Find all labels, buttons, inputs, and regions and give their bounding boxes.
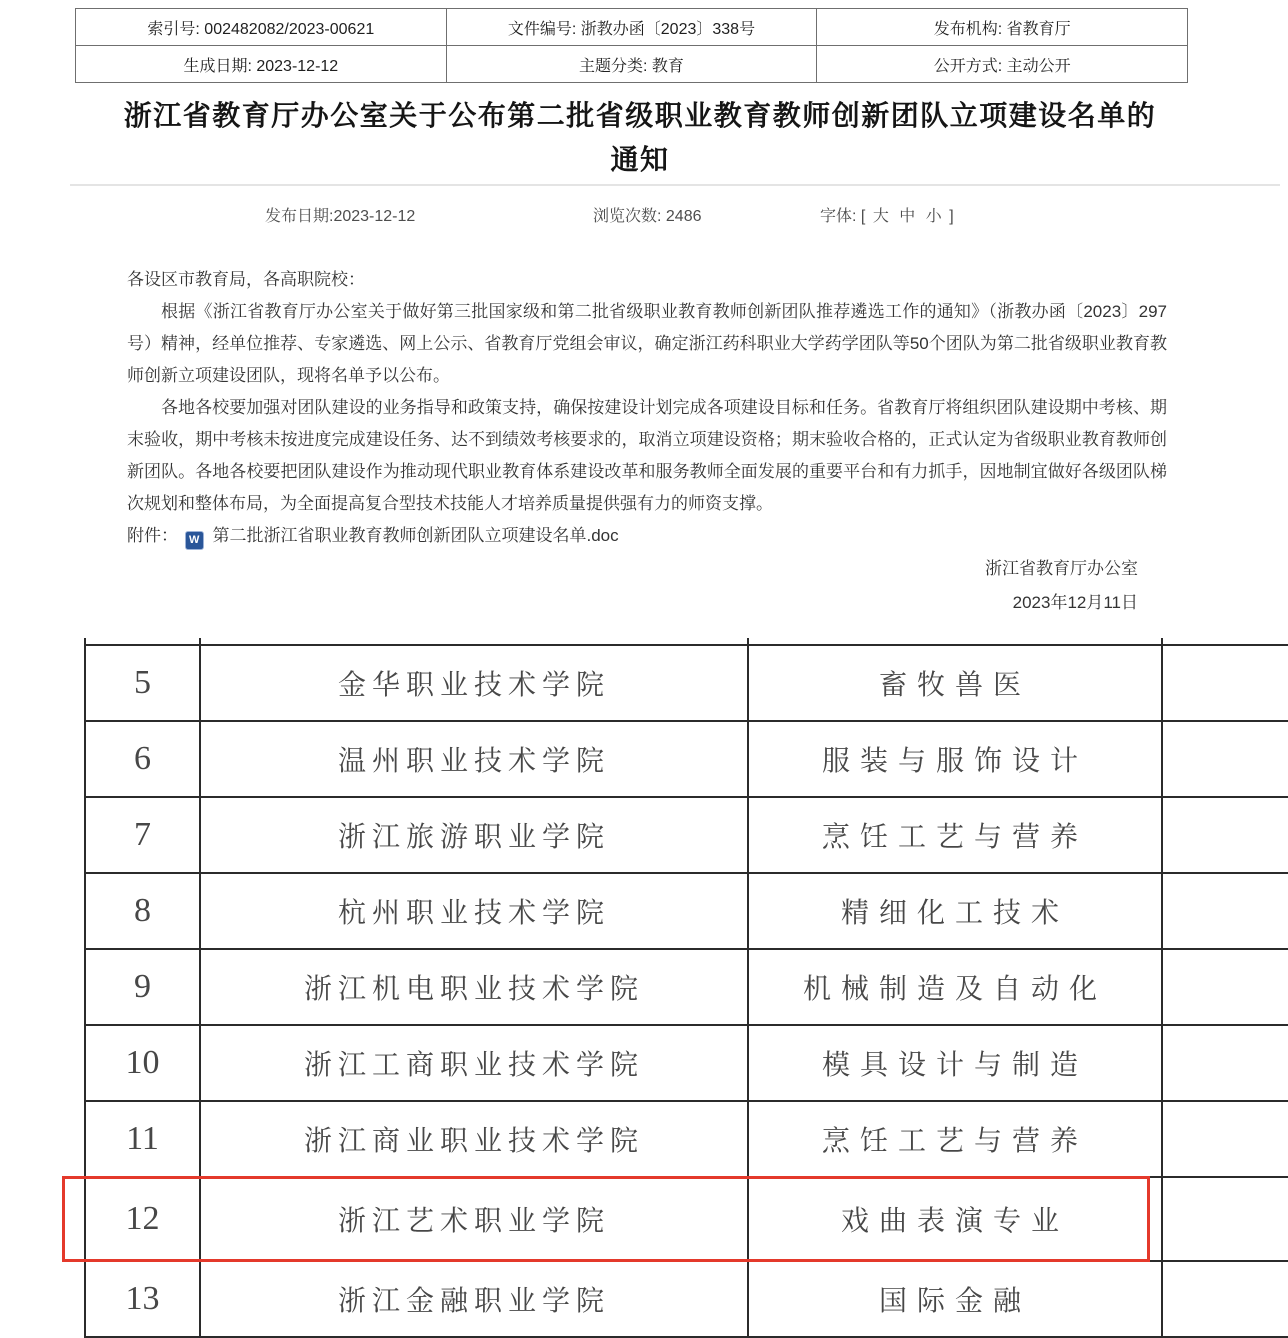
bracket-close: ] [949, 208, 954, 225]
meta-doc-number: 文件编号: 浙教办函〔2023〕338号 [446, 9, 817, 46]
empty-cell [1162, 645, 1288, 721]
empty-cell [1162, 1177, 1288, 1261]
salutation: 各设区市教育局，各高职院校： [127, 270, 365, 289]
school-name: 浙江工商职业技术学院 [200, 1025, 748, 1101]
attachment-line [127, 520, 1167, 552]
school-name: 浙江艺术职业学院 [200, 1177, 748, 1261]
row-number: 6 [85, 721, 200, 797]
word-doc-icon[interactable]: W [185, 531, 204, 550]
empty-cell [1162, 1101, 1288, 1177]
attachment-label: 附件： [127, 526, 178, 545]
font-size-control [820, 203, 954, 226]
paragraph: 根据《浙江省教育厅办公室关于做好第三批国家级和第二批省级职业教育教师创新团队推荐遴选工作的通知》（浙教办函〔2023〕297号）精神，经单位推荐、专家遴选、网上公示、省教育厅党组会审议，确定浙江药科职业大学药学团队等50个团队为第二批省级职业教育教师创新立项建设团队，现将名单予以公布。 [127, 302, 1167, 385]
meta-topic-category: 主题分类: 教育 [446, 46, 817, 83]
school-name: 浙江商业职业技术学院 [200, 1101, 748, 1177]
page-title: 浙江省教育厅办公室关于公布第二批省级职业教育教师创新团队立项建设名单的通知 [123, 100, 1157, 175]
table-row [85, 797, 1288, 873]
table-row [85, 873, 1288, 949]
meta-publicity-mode: 公开方式: 主动公开 [817, 46, 1188, 83]
paragraph: 各地各校要加强对团队建设的业务指导和政策支持，确保按建设计划完成各项建设目标和任务。省教育厅将组织团队建设期中考核、期末验收，期中考核未按进度完成建设任务、达不到绩效考核要求的，取消立项建设资格；期末验收合格的，正式认定为省级职业教育教师创新团队。各地各校要把团队建设作为推动现代职业教育体系建设改革和服务教师全面发展的重要平台和有力抓手，因地制宜做好各级团队梯次规划和整体布局，为全面提高复合型技术技能人才培养质量提供强有力的师资支撑。 [127, 398, 1167, 513]
major-name: 精细化工技术 [748, 873, 1162, 949]
divider [70, 184, 1280, 186]
publish-date: 发布日期:2023-12-12 [265, 208, 416, 225]
empty-cell [1162, 797, 1288, 873]
table-row [85, 1101, 1288, 1177]
meta-row [76, 9, 1188, 46]
empty-cell [1162, 1025, 1288, 1101]
major-name: 烹饪工艺与营养 [748, 797, 1162, 873]
empty-cell [85, 638, 200, 645]
document-body [127, 264, 1167, 552]
major-name: 烹饪工艺与营养 [748, 1101, 1162, 1177]
signature-date: 2023年12月11日 [1012, 593, 1138, 612]
school-name: 温州职业技术学院 [200, 721, 748, 797]
school-name: 浙江金融职业学院 [200, 1261, 748, 1337]
empty-cell [1162, 873, 1288, 949]
empty-cell [1162, 949, 1288, 1025]
row-number: 9 [85, 949, 200, 1025]
table-row-highlighted [85, 1177, 1288, 1261]
major-name: 戏曲表演专业 [748, 1177, 1162, 1261]
table-row [85, 1025, 1288, 1101]
font-size-large-button[interactable]: 大 [872, 208, 889, 225]
major-name: 国际金融 [748, 1261, 1162, 1337]
meta-table [75, 8, 1188, 83]
signature-org: 浙江省教育厅办公室 [985, 559, 1138, 578]
school-name: 杭州职业技术学院 [200, 873, 748, 949]
clipped-row-top [85, 638, 1288, 645]
info-bar [0, 203, 1280, 227]
school-name: 浙江旅游职业学院 [200, 797, 748, 873]
signature-block [985, 552, 1138, 620]
major-name: 模具设计与制造 [748, 1025, 1162, 1101]
font-label: 字体: [820, 208, 857, 225]
major-name: 机械制造及自动化 [748, 949, 1162, 1025]
empty-cell [200, 638, 748, 645]
font-size-medium-button[interactable]: 中 [899, 208, 916, 225]
empty-cell [1162, 721, 1288, 797]
view-count: 浏览次数: 2486 [593, 208, 702, 225]
meta-row [76, 46, 1188, 83]
school-name: 金华职业技术学院 [200, 645, 748, 721]
empty-cell [1162, 1261, 1288, 1337]
scanned-list-table [84, 638, 1220, 1317]
row-number: 11 [85, 1101, 200, 1177]
team-list-table [84, 638, 1288, 1338]
table-row [85, 645, 1288, 721]
font-size-small-button[interactable]: 小 [925, 208, 942, 225]
major-name: 服装与服饰设计 [748, 721, 1162, 797]
meta-index-number: 索引号: 002482082/2023-00621 [76, 9, 447, 46]
bracket-open: [ [860, 208, 866, 225]
attachment-link[interactable]: 第二批浙江省职业教育教师创新团队立项建设名单.doc [212, 526, 619, 545]
major-name: 畜牧兽医 [748, 645, 1162, 721]
table-row [85, 949, 1288, 1025]
row-number: 8 [85, 873, 200, 949]
school-name: 浙江机电职业技术学院 [200, 949, 748, 1025]
table-row [85, 721, 1288, 797]
meta-create-date: 生成日期: 2023-12-12 [76, 46, 447, 83]
table-row-clipped [85, 1261, 1288, 1337]
row-number: 10 [85, 1025, 200, 1101]
row-number: 12 [85, 1177, 200, 1261]
empty-cell [748, 638, 1162, 645]
row-number: 13 [85, 1261, 200, 1337]
row-number: 5 [85, 645, 200, 721]
empty-cell [1162, 638, 1288, 645]
row-number: 7 [85, 797, 200, 873]
meta-issuing-agency: 发布机构: 省教育厅 [817, 9, 1188, 46]
